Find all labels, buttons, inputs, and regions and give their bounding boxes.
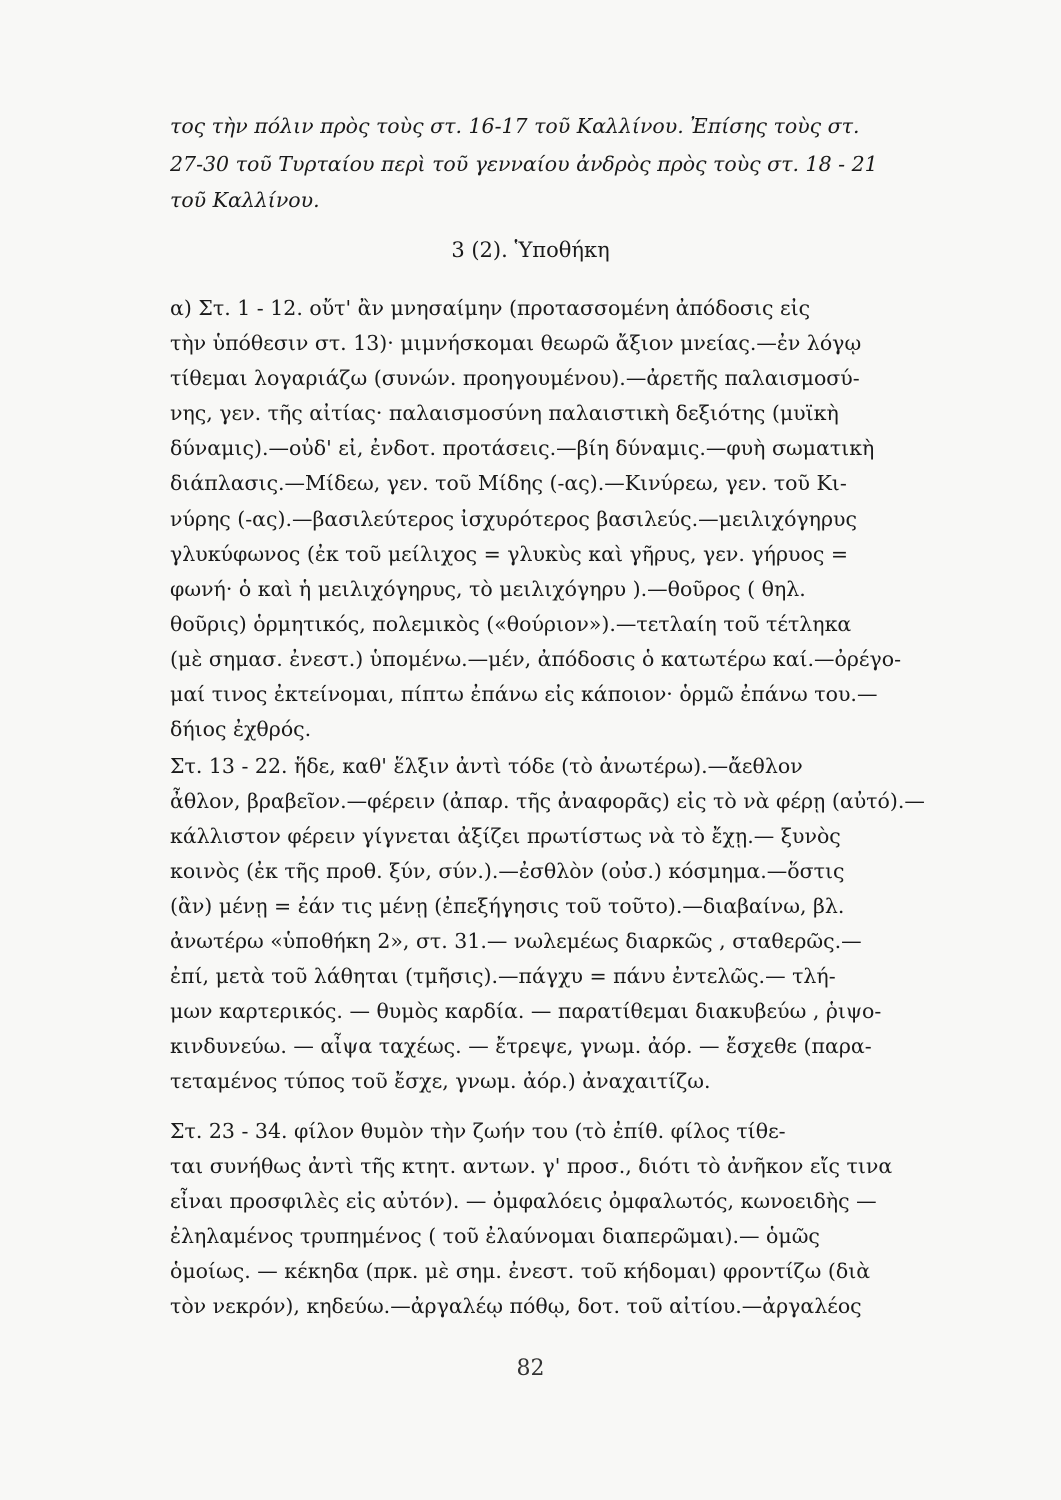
section-heading: 3 (2). Ὑποθήκη [451,238,610,262]
body-line: κοινὸς (ἐκ τῆς προθ. ξύν, σύν.).—ἐσθλὸν (οὐσ.) κόσμημα.—ὅστις [170,859,845,883]
body-line: ἐπί, μετὰ τοῦ λάθηται (τμῆσις).—πάγχυ = πάνυ ἐντελῶς.— τλή- [170,964,836,988]
body-line: νης, γεν. τῆς αἰτίας· παλαισμοσύνη παλαιστικὴ δεξιότης (μυϊκὴ [170,401,839,425]
page-number: 82 [516,1356,545,1381]
body-line: διάπλασις.—Μίδεω, γεν. τοῦ Μίδης (-ας).—Κινύρεω, γεν. τοῦ Κι- [170,471,847,495]
body-line: μαί τινος ἐκτείνομαι, πίπτω ἐπάνω εἰς κάποιον· ὁρμῶ ἐπάνω του.— [170,682,878,706]
body-line: ἐληλαμένος τρυπημένος ( τοῦ ἐλαύνομαι διαπερῶμαι).— ὁμῶς [170,1224,820,1248]
intro-line: 27-30 τοῦ Τυρταίου περὶ τοῦ γενναίου ἀνδρὸς πρὸς τοὺς στ. 18 - 21 [170,152,878,176]
body-line: ται συνήθως ἀντὶ τῆς κτητ. αντων. γ' προσ., διότι τὸ ἀνῆκον εἴς τινα [170,1154,893,1178]
body-line: τίθεμαι λογαριάζω (συνών. προηγουμένου).—ἀρετῆς παλαισμοσύ- [170,366,860,390]
body-line: γλυκύφωνος (ἐκ τοῦ μείλιχος = γλυκὺς καὶ γῆρυς, γεν. γήρυος = [170,542,848,566]
body-line: ὁμοίως. — κέκηδα (πρκ. μὲ σημ. ἐνεστ. τοῦ κήδομαι) φροντίζω (διὰ [170,1259,871,1283]
body-line: νύρης (-ας).—βασιλεύτερος ἰσχυρότερος βασιλεύς.—μειλιχόγηρυς [170,507,857,531]
body-line: Στ. 23 - 34. φίλον θυμὸν τὴν ζωήν του (τὸ ἐπίθ. φίλος τίθε- [170,1119,786,1143]
body-line: τεταμένος τύπος τοῦ ἔσχε, γνωμ. ἀόρ.) ἀναχαιτίζω. [170,1069,711,1093]
body-line: φωνή· ὁ καὶ ἡ μειλιχόγηρυς, τὸ μειλιχόγηρυ ).—θοῦρος ( θηλ. [170,577,806,601]
body-line: εἶναι προσφιλὲς εἰς αὐτόν). — ὀμφαλόεις ὀμφαλωτός, κωνοειδὴς — [170,1189,877,1213]
body-line: α) Στ. 1 - 12. οὔτ' ἂν μνησαίμην (προτασσομένη ἀπόδοσις εἰς [170,296,811,320]
body-line: ἆθλον, βραβεῖον.—φέρειν (ἀπαρ. τῆς ἀναφορᾶς) εἰς τὸ νὰ φέρῃ (αὐτό).— [170,789,925,813]
body-line: κινδυνεύω. — αἶψα ταχέως. — ἔτρεψε, γνωμ. ἀόρ. — ἔσχεθε (παρα- [170,1034,872,1058]
body-line: θοῦρις) ὁρμητικός, πολεμικὸς («θούριον»).—τετλαίη τοῦ τέτληκα [170,612,852,636]
body-line: δύναμις).—οὐδ' εἰ, ἐνδοτ. προτάσεις.—βίη δύναμις.—φυὴ σωματικὴ [170,436,875,460]
body-line: Στ. 13 - 22. ἥδε, καθ' ἕλξιν ἀντὶ τόδε (τὸ ἀνωτέρω).—ἄεθλον [170,754,803,778]
intro-line: τοῦ Καλλίνου. [170,188,320,212]
body-line: τὴν ὑπόθεσιν στ. 13)· μιμνήσκομαι θεωρῶ ἄξιον μνείας.—ἐν λόγῳ [170,331,862,355]
body-line: τὸν νεκρόν), κηδεύω.—ἀργαλέῳ πόθῳ, δοτ. τοῦ αἰτίου.—ἀργαλέος [170,1294,862,1318]
body-line: μων καρτερικός. — θυμὸς καρδία. — παρατίθεμαι διακυβεύω , ῥιψο- [170,999,882,1023]
body-line: κάλλιστον φέρειν γίγνεται ἀξίζει πρωτίστως νὰ τὸ ἔχῃ.— ξυνὸς [170,824,841,848]
intro-line: τος τὴν πόλιν πρὸς τοὺς στ. 16-17 τοῦ Καλλίνου. Ἐπίσης τοὺς στ. [170,114,860,138]
body-line: ἀνωτέρω «ὑποθήκη 2», στ. 31.— νωλεμέως διαρκῶς , σταθερῶς.— [170,929,862,953]
body-line: (ἂν) μένῃ = ἐάν τις μένῃ (ἐπεξήγησις τοῦ τοῦτο).—διαβαίνω, βλ. [170,894,845,918]
body-line: (μὲ σημασ. ἐνεστ.) ὑπομένω.—μέν, ἀπόδοσις ὁ κατωτέρω καί.—ὀρέγο- [170,647,902,671]
body-line: δήιος ἐχθρός. [170,717,312,741]
